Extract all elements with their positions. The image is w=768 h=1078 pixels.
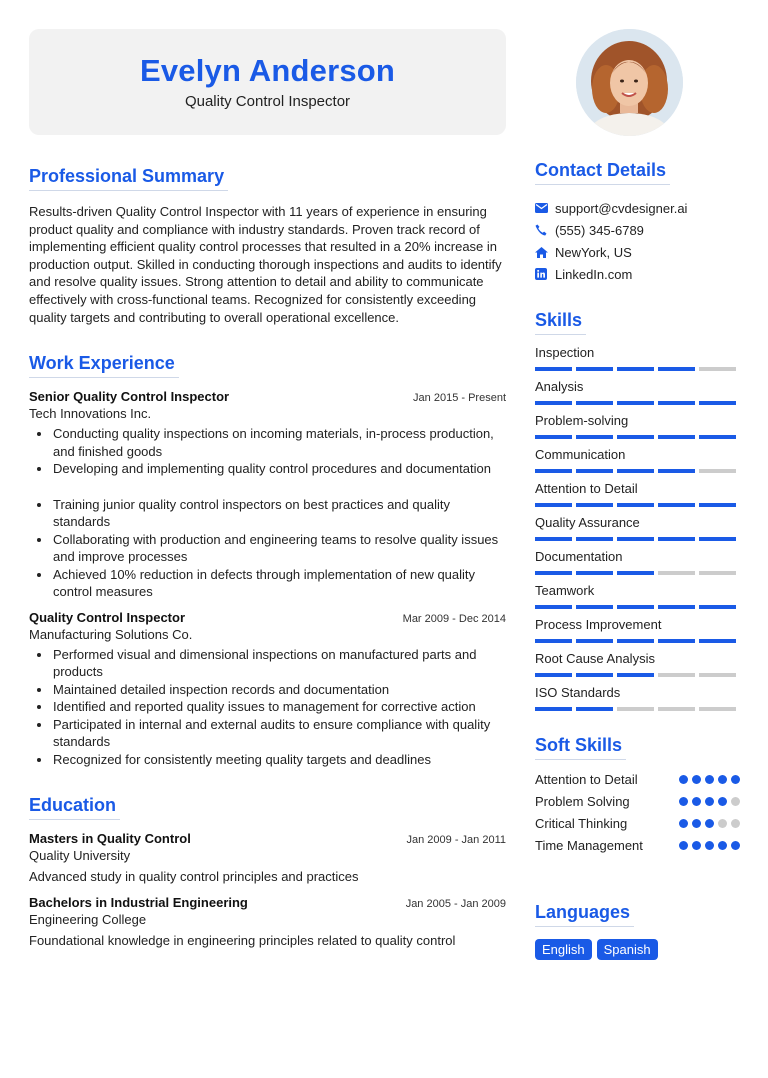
skill-level-segment <box>658 503 695 507</box>
skill-bar <box>535 503 740 507</box>
job-title: Quality Control Inspector <box>29 609 186 625</box>
soft-skill-name: Problem Solving <box>535 793 630 809</box>
rating-dot <box>705 841 714 850</box>
education-date: Jan 2005 - Jan 2009 <box>405 898 506 911</box>
languages-heading: Languages <box>535 902 634 927</box>
rating-dot <box>692 797 701 806</box>
rating-dot <box>705 775 714 784</box>
skill-name: Quality Assurance <box>535 515 640 530</box>
education-entry <box>29 895 506 948</box>
header-box <box>29 29 506 135</box>
education-date: Jan 2009 - Jan 2011 <box>406 834 506 847</box>
rating-dot <box>718 797 727 806</box>
skill-level-segment <box>699 537 736 541</box>
skill-level-segment <box>576 435 613 439</box>
list-item: Training junior quality control inspectors on best practices and quality standards <box>29 496 506 531</box>
skill-level-segment <box>535 707 572 711</box>
rating-dot <box>679 819 688 828</box>
skill-level-segment <box>658 605 695 609</box>
skill-level-segment <box>576 537 613 541</box>
skill-level-segment <box>576 571 613 575</box>
skill-item <box>535 685 740 711</box>
skill-level-segment <box>699 367 736 371</box>
experience-heading: Work Experience <box>29 353 179 378</box>
skill-level-segment <box>535 605 572 609</box>
skill-level-segment <box>658 707 695 711</box>
rating-dot <box>692 819 701 828</box>
skill-bar <box>535 639 740 643</box>
rating-dot <box>679 775 688 784</box>
rating-dot <box>692 775 701 784</box>
skill-level-segment <box>576 401 613 405</box>
contact-location <box>535 241 740 263</box>
degree-name: Masters in Quality Control <box>29 831 191 847</box>
skill-level-segment <box>576 639 613 643</box>
list-item: Achieved 10% reduction in defects through implementation of new quality control measures <box>29 566 506 601</box>
list-item: Developing and implementing quality control procedures and documentation <box>29 460 506 478</box>
summary-heading: Professional Summary <box>29 166 228 191</box>
skill-name: Analysis <box>535 379 584 394</box>
language-badge-english: English <box>535 939 592 960</box>
skill-level-segment <box>617 571 654 575</box>
rating-dot <box>731 775 740 784</box>
skill-level-segment <box>658 639 695 643</box>
rating-dot <box>731 819 740 828</box>
school-name: Engineering College <box>29 912 147 928</box>
skill-level-segment <box>699 605 736 609</box>
skill-level-segment <box>576 503 613 507</box>
list-item: Participated in internal and external audits to ensure compliance with quality standards <box>29 716 506 751</box>
skill-item <box>535 447 740 473</box>
skill-level-segment <box>699 469 736 473</box>
job-title: Senior Quality Control Inspector <box>29 389 230 405</box>
contact-location-text: NewYork, US <box>555 244 632 260</box>
languages-section <box>535 902 740 960</box>
skill-level-segment <box>576 605 613 609</box>
contact-email-text: support@cvdesigner.ai <box>555 200 688 216</box>
job-bullets <box>29 425 506 601</box>
skill-level-segment <box>617 707 654 711</box>
soft-skills-section <box>535 735 740 856</box>
language-badges <box>535 939 740 960</box>
soft-skill-rating <box>679 797 740 806</box>
skill-bar <box>535 673 740 677</box>
skill-level-segment <box>576 673 613 677</box>
degree-name: Bachelors in Industrial Engineering <box>29 895 248 911</box>
skill-item <box>535 651 740 677</box>
contact-email[interactable] <box>535 197 740 219</box>
contact-phone-text: (555) 345-6789 <box>555 222 644 238</box>
skill-level-segment <box>535 469 572 473</box>
education-description: Advanced study in quality control principles and practices <box>29 869 359 885</box>
skill-level-segment <box>699 503 736 507</box>
skill-level-segment <box>535 367 572 371</box>
skill-bar <box>535 605 740 609</box>
skill-level-segment <box>658 571 695 575</box>
skill-level-segment <box>617 639 654 643</box>
skill-item <box>535 617 740 643</box>
skill-level-segment <box>535 673 572 677</box>
portrait-image <box>576 29 683 136</box>
job-date: Jan 2015 - Present <box>413 392 506 405</box>
rating-dot <box>731 841 740 850</box>
soft-skill-name: Time Management <box>535 837 643 853</box>
skill-bar <box>535 571 740 575</box>
contact-phone[interactable] <box>535 219 740 241</box>
skill-name: Documentation <box>535 549 623 564</box>
rating-dot <box>718 775 727 784</box>
skill-bar <box>535 469 740 473</box>
rating-dot <box>692 841 701 850</box>
linkedin-icon <box>535 268 555 280</box>
skill-item <box>535 515 740 541</box>
skill-level-segment <box>617 367 654 371</box>
skill-name: ISO Standards <box>535 685 621 700</box>
contact-section <box>535 160 740 285</box>
soft-skill-item <box>535 790 740 812</box>
skill-level-segment <box>535 435 572 439</box>
rating-dot <box>718 819 727 828</box>
skill-level-segment <box>617 469 654 473</box>
list-item: Maintained detailed inspection records and documentation <box>29 681 506 699</box>
language-badge-spanish: Spanish <box>597 939 658 960</box>
job-entry <box>29 610 506 769</box>
list-item: Performed visual and dimensional inspections on manufactured parts and products <box>29 646 506 681</box>
skill-bar <box>535 367 740 371</box>
skill-level-segment <box>699 707 736 711</box>
skill-level-segment <box>617 673 654 677</box>
education-entry <box>29 831 506 884</box>
skill-level-segment <box>699 401 736 405</box>
sidebar-column <box>535 160 740 960</box>
education-heading: Education <box>29 795 120 820</box>
skill-level-segment <box>699 673 736 677</box>
school-name: Quality University <box>29 848 131 864</box>
rating-dot <box>705 797 714 806</box>
skill-item <box>535 413 740 439</box>
soft-skill-item <box>535 768 740 790</box>
skill-level-segment <box>576 367 613 371</box>
skill-level-segment <box>535 503 572 507</box>
skill-level-segment <box>535 537 572 541</box>
envelope-icon <box>535 203 555 213</box>
skill-name: Root Cause Analysis <box>535 651 655 666</box>
education-description: Foundational knowledge in engineering principles related to quality control <box>29 933 456 949</box>
skill-level-segment <box>699 435 736 439</box>
rating-dot <box>705 819 714 828</box>
home-icon <box>535 247 555 258</box>
rating-dot <box>679 841 688 850</box>
skill-item <box>535 549 740 575</box>
rating-dot <box>679 797 688 806</box>
skill-name: Teamwork <box>535 583 595 598</box>
phone-icon <box>535 224 555 236</box>
skill-item <box>535 379 740 405</box>
summary-section <box>29 166 506 326</box>
skill-level-segment <box>658 401 695 405</box>
skill-name: Process Improvement <box>535 617 662 632</box>
contact-heading: Contact Details <box>535 160 670 185</box>
company-name: Manufacturing Solutions Co. <box>29 626 193 642</box>
education-section <box>29 795 506 948</box>
skill-bar <box>535 435 740 439</box>
candidate-title: Quality Control Inspector <box>184 93 351 110</box>
skill-level-segment <box>617 537 654 541</box>
soft-skill-item <box>535 834 740 856</box>
soft-skill-name: Attention to Detail <box>535 771 638 787</box>
list-item: Identified and reported quality issues to management for corrective action <box>29 698 506 716</box>
contact-linkedin[interactable] <box>535 263 740 285</box>
soft-skill-rating <box>679 819 740 828</box>
skill-level-segment <box>535 639 572 643</box>
soft-skill-rating <box>679 841 740 850</box>
skill-level-segment <box>699 571 736 575</box>
skill-level-segment <box>658 673 695 677</box>
skills-list <box>535 345 740 711</box>
skill-item <box>535 583 740 609</box>
soft-skill-item <box>535 812 740 834</box>
main-column <box>29 166 506 948</box>
job-bullets <box>29 646 506 769</box>
skill-bar <box>535 707 740 711</box>
rating-dot <box>718 841 727 850</box>
contact-linkedin-text: LinkedIn.com <box>555 266 633 282</box>
candidate-name: Evelyn Anderson <box>139 53 396 88</box>
skill-level-segment <box>658 537 695 541</box>
skill-name: Problem-solving <box>535 413 629 428</box>
skill-item <box>535 481 740 507</box>
job-entry <box>29 389 506 601</box>
skill-bar <box>535 537 740 541</box>
skill-level-segment <box>617 435 654 439</box>
soft-skill-name: Critical Thinking <box>535 815 628 831</box>
skill-level-segment <box>617 503 654 507</box>
skill-level-segment <box>658 367 695 371</box>
list-item: Conducting quality inspections on incoming materials, in-process production, and finished goods <box>29 425 506 460</box>
job-date: Mar 2009 - Dec 2014 <box>402 612 506 625</box>
skill-level-segment <box>535 571 572 575</box>
skill-name: Communication <box>535 447 626 462</box>
soft-skills-list <box>535 768 740 856</box>
summary-text: Results-driven Quality Control Inspector with 11 years of experience in ensuring product quality and compliance with industry standards. Proven track record of implementing efficient quality control processes that resulted in a 20% increase in production output. Skilled in conducting thorough inspections and audits to identify and resolve quality issues. Strong attention to detail and ability to communicate effectively with cross-functional teams. Recognized for consistently exceeding quality targets and contributing to overall operational excellence. <box>29 204 502 325</box>
list-item: Recognized for consistently meeting quality targets and deadlines <box>29 751 506 769</box>
skill-level-segment <box>617 401 654 405</box>
skills-heading: Skills <box>535 310 586 335</box>
list-item: Collaborating with production and engineering teams to resolve quality issues and improve processes <box>29 531 506 566</box>
profile-photo <box>576 29 683 136</box>
skill-name: Inspection <box>535 345 595 360</box>
skill-name: Attention to Detail <box>535 481 638 496</box>
skill-level-segment <box>535 401 572 405</box>
skill-level-segment <box>576 469 613 473</box>
soft-skills-heading: Soft Skills <box>535 735 626 760</box>
skill-bar <box>535 401 740 405</box>
skill-level-segment <box>576 707 613 711</box>
experience-section <box>29 353 506 768</box>
skill-level-segment <box>617 605 654 609</box>
rating-dot <box>731 797 740 806</box>
skill-level-segment <box>699 639 736 643</box>
skill-level-segment <box>658 435 695 439</box>
skills-section <box>535 310 740 711</box>
skill-level-segment <box>658 469 695 473</box>
company-name: Tech Innovations Inc. <box>29 406 152 422</box>
skill-item <box>535 345 740 371</box>
soft-skill-rating <box>679 775 740 784</box>
